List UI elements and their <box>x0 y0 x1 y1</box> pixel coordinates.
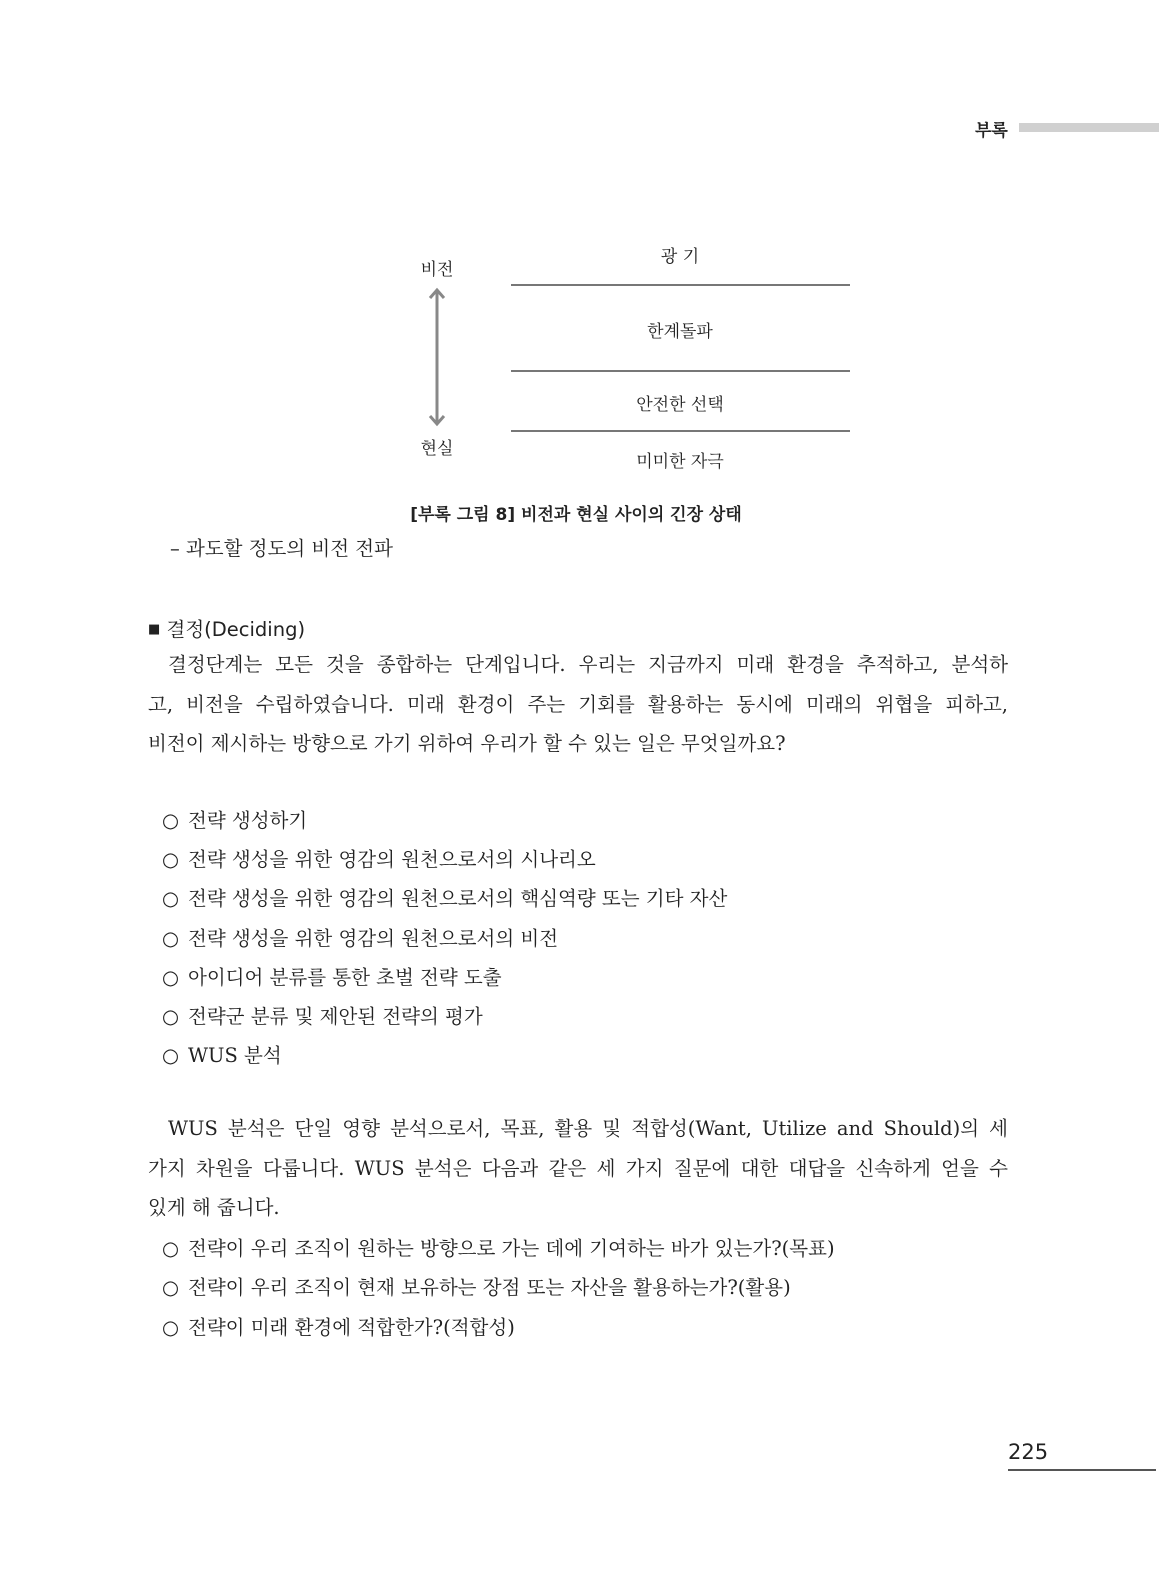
circle-bullet-icon: ○ <box>162 1276 180 1299</box>
paragraph-line: 가지 차원을 다룹니다. WUS 분석은 다음과 같은 세 가지 질문에 대한 대답을 신속하게 얻을 수 <box>148 1156 1008 1180</box>
paragraph-line: 있게 해 줍니다. <box>148 1196 280 1219</box>
dash-item: – 과도할 정도의 비전 전파 <box>170 537 393 560</box>
paragraph-line: 결정단계는 모든 것을 종합하는 단계입니다. 우리는 지금까지 미래 환경을 추적하고, 분석하 <box>168 653 1008 676</box>
divider <box>511 370 850 372</box>
level-breakthrough: 한계돌파 <box>647 322 713 342</box>
figure-caption: [부록 그림 8] 비전과 현실 사이의 긴장 상태 <box>410 505 742 525</box>
list-item-text: WUS 분석 <box>188 1044 282 1067</box>
divider <box>511 284 850 286</box>
paragraph-line: 비전이 제시하는 방향으로 가기 위하여 우리가 할 수 있는 일은 무엇일까요? <box>148 732 786 755</box>
square-bullet-icon: ■ <box>148 622 161 637</box>
reality-label: 현실 <box>420 439 454 459</box>
list-item-text: 전략 생성을 위한 영감의 원천으로서의 비전 <box>188 927 559 950</box>
circle-bullet-icon: ○ <box>162 1316 180 1339</box>
circle-bullet-icon: ○ <box>162 1005 180 1028</box>
vision-label: 비전 <box>420 260 454 280</box>
list-item-text: 전략이 미래 환경에 적합한가?(적합성) <box>188 1316 515 1339</box>
circle-bullet-icon: ○ <box>162 1237 180 1260</box>
list-item <box>162 844 596 872</box>
list-item <box>162 923 558 951</box>
circle-bullet-icon: ○ <box>162 966 180 989</box>
section-heading-text: 결정(Deciding) <box>166 618 306 641</box>
circle-bullet-icon: ○ <box>162 848 180 871</box>
circle-bullet-icon: ○ <box>162 927 180 950</box>
section-heading <box>148 614 305 642</box>
list-item-text: 전략이 우리 조직이 현재 보유하는 장점 또는 자산을 활용하는가?(활용) <box>188 1276 791 1299</box>
list-item <box>162 805 307 833</box>
list-item <box>162 883 727 911</box>
circle-bullet-icon: ○ <box>162 1044 180 1067</box>
list-item <box>162 1233 835 1261</box>
page-number: 225 <box>1008 1440 1049 1464</box>
level-weak-stimulus: 미미한 자극 <box>636 452 724 472</box>
header-bar <box>1019 123 1159 132</box>
circle-bullet-icon: ○ <box>162 809 180 832</box>
list-item <box>162 1040 282 1068</box>
list-item <box>162 1001 483 1029</box>
circle-bullet-icon: ○ <box>162 887 180 910</box>
list-item <box>162 1272 791 1300</box>
wus-paragraph <box>148 1109 1008 1228</box>
running-header: 부록 <box>975 121 1008 141</box>
list-item-text: 전략 생성을 위한 영감의 원천으로서의 핵심역량 또는 기타 자산 <box>188 887 728 910</box>
divider <box>511 430 850 432</box>
list-item-text: 전략군 분류 및 제안된 전략의 평가 <box>188 1005 483 1028</box>
intro-paragraph <box>148 645 1008 764</box>
double-arrow-icon <box>427 286 447 428</box>
level-madness: 광 기 <box>660 247 700 267</box>
footer-rule <box>1008 1469 1156 1471</box>
list-item-text: 전략이 우리 조직이 원하는 방향으로 가는 데에 기여하는 바가 있는가?(목표) <box>188 1237 835 1260</box>
list-item-text: 아이디어 분류를 통한 초벌 전략 도출 <box>188 966 502 989</box>
paragraph-line: 고, 비전을 수립하였습니다. 미래 환경이 주는 기회를 활용하는 동시에 미래의 위협을 피하고, <box>148 692 1008 716</box>
list-item <box>162 962 502 990</box>
level-safe-choice: 안전한 선택 <box>636 395 724 415</box>
list-item-text: 전략 생성을 위한 영감의 원천으로서의 시나리오 <box>188 848 596 871</box>
list-item-text: 전략 생성하기 <box>188 809 308 832</box>
list-item <box>162 1312 515 1340</box>
paragraph-line: WUS 분석은 단일 영향 분석으로서, 목표, 활용 및 적합성(Want, Utilize and Should)의 세 <box>168 1117 1008 1140</box>
